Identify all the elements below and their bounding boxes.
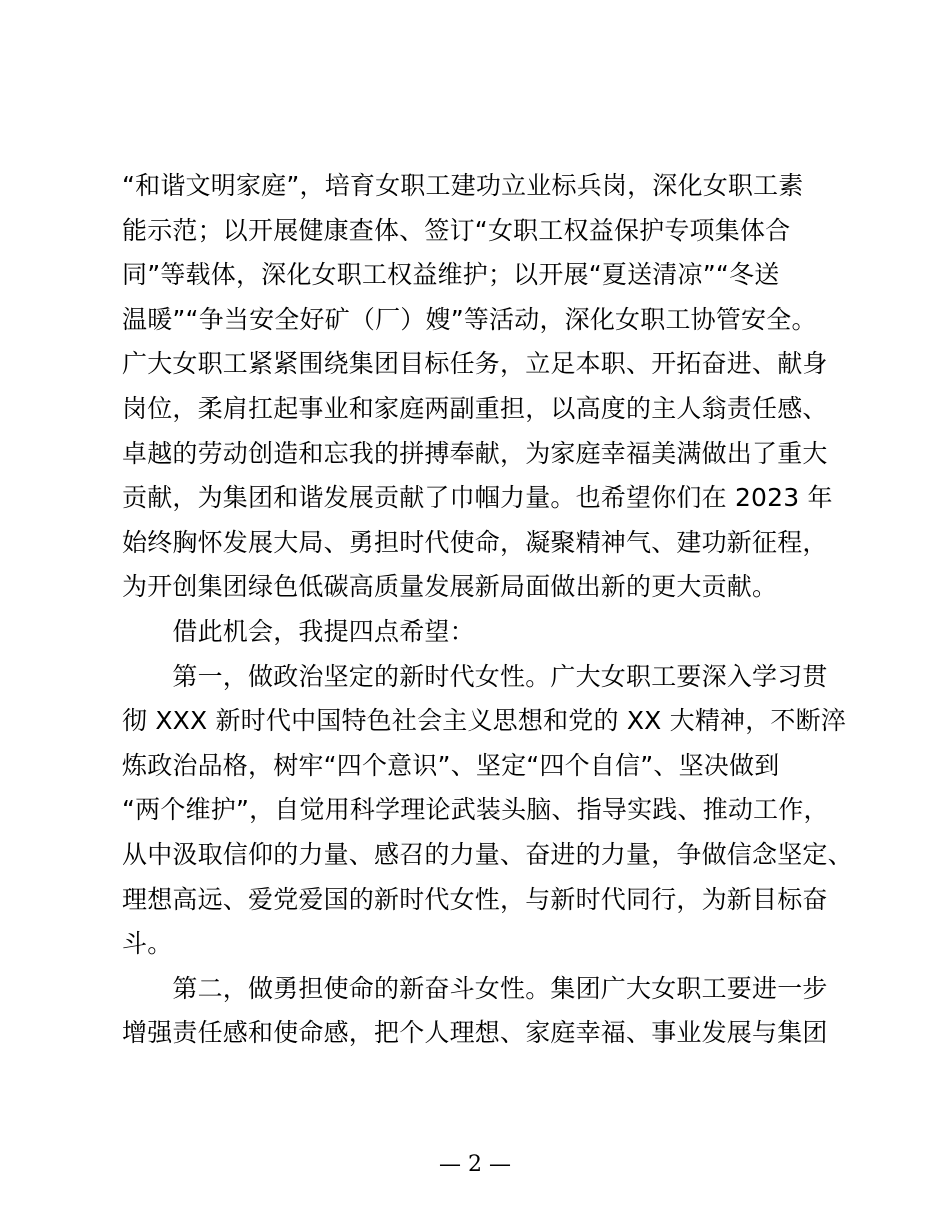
text-line: 卓越的劳动创造和忘我的拼搏奉献，为家庭幸福美满做出了重大: [122, 438, 828, 468]
text-line: 同”等载体，深化女职工权益维护；以开展“夏送清凉”“冬送: [122, 260, 780, 290]
text-line: 贡献，为集团和谐发展贡献了巾帼力量。也希望你们在 2023 年: [122, 483, 833, 513]
text-line: 始终胸怀发展大局、勇担时代使命，凝聚精神气、建功新征程，: [122, 527, 828, 557]
text-line: 第一，做政治坚定的新时代女性。广大女职工要深入学习贯: [122, 661, 828, 691]
text-line: 温暖”“争当安全好矿（厂）嫂”等活动，深化女职工协管安全。: [122, 304, 817, 334]
text-line: 彻 XXX 新时代中国特色社会主义思想和党的 XX 大精神，不断淬: [122, 706, 847, 736]
text-line: 广大女职工紧紧围绕集团目标任务，立足本职、开拓奋进、献身: [122, 349, 828, 379]
text-line: 能示范；以开展健康查体、签订“女职工权益保护专项集体合: [122, 215, 791, 245]
text-line: 炼政治品格，树牢“四个意识”、坚定“四个自信”、坚决做到: [122, 750, 780, 780]
text-line: “两个维护”，自觉用科学理论武装头脑、指导实践、推动工作，: [122, 795, 829, 825]
text-line: “和谐文明家庭”，培育女职工建功立业标兵岗，深化女职工素: [122, 171, 804, 200]
text-line: 岗位，柔肩扛起事业和家庭两副重担，以高度的主人翁责任感、: [122, 393, 828, 423]
text-line: 借此机会，我提四点希望：: [122, 616, 475, 646]
page-number: — 2 —: [439, 1152, 511, 1177]
text-line: 斗。: [122, 929, 173, 959]
text-line: 为开创集团绿色低碳高质量发展新局面做出新的更大贡献。: [122, 572, 778, 602]
text-line: 从中汲取信仰的力量、感召的力量、奋进的力量，争做信念坚定、: [122, 839, 853, 869]
body-text: [122, 164, 853, 1056]
text-line: 第二，做勇担使命的新奋斗女性。集团广大女职工要进一步: [122, 973, 828, 1003]
text-line: 增强责任感和使命感，把个人理想、家庭幸福、事业发展与集团: [122, 1018, 828, 1048]
text-line: 理想高远、爱党爱国的新时代女性，与新时代同行，为新目标奋: [122, 884, 828, 914]
